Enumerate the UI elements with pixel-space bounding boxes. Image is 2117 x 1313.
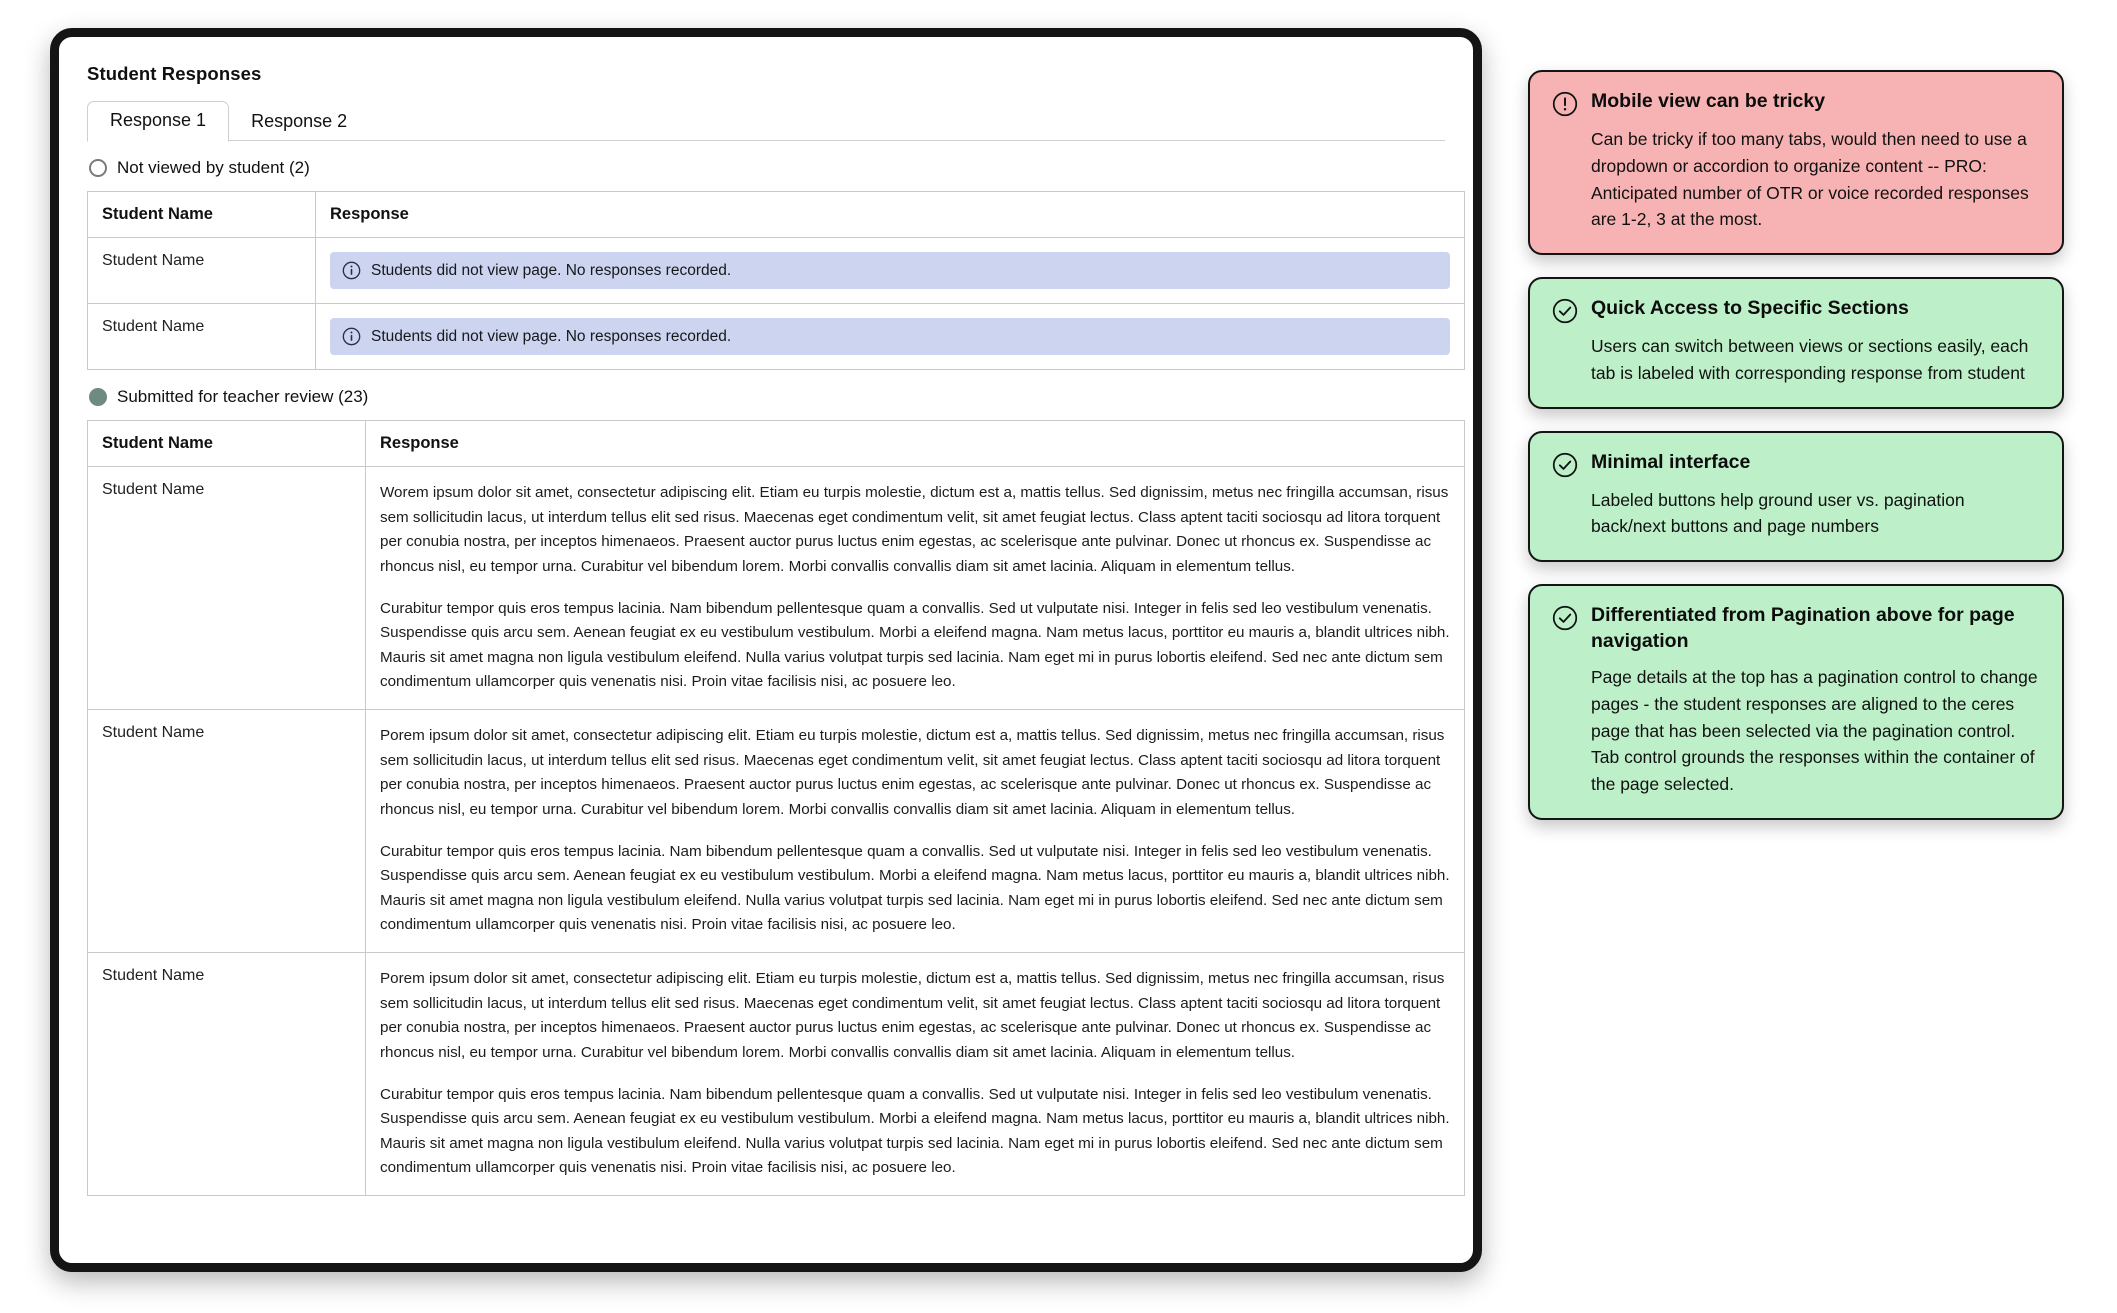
note-body: Users can switch between views or sections easily, each tab is labeled with corresponding response from student: [1591, 336, 2029, 383]
table-row: [88, 467, 1465, 710]
no-response-notice: [330, 318, 1450, 355]
note-title: Differentiated from Pagination above for page navigation: [1591, 604, 2015, 653]
cell-student-name: Student Name: [88, 304, 316, 370]
status-dot-empty-icon: [89, 159, 107, 177]
response-paragraph: Curabitur tempor quis eros tempus lacinia. Nam bibendum pellentesque quam a convallis. Sed ut vulputate nisi. Integer in felis sed leo vestibulum venenatis. Suspendisse quis arcu sem. Aenean feugiat ex eu vestibulum vestibulum. Morbi a eleifend magna. Nam metus lacus, porttitor eu mauris a, blandit ultrices nibh. Mauris sit amet magna non ligula vestibulum eleifend. Nulla varius volutpat turpis sed lacinia. Nam eget mi in purus lobortis eleifend. Sed nec ante dictum sem condimentum ullamcorper quis venenatis nisi. Proin vitae facilisis nisi, ac posuere leo.: [380, 599, 1450, 691]
table-row: [88, 304, 1465, 370]
check-circle-icon: [1552, 298, 1578, 324]
info-icon: [342, 327, 361, 346]
cell-response: [366, 467, 1465, 710]
note-header: [1552, 296, 2040, 324]
status-submitted: [89, 387, 1447, 407]
note-title: Minimal interface: [1591, 450, 1751, 473]
info-icon: [342, 261, 361, 280]
note-header: [1552, 450, 2040, 478]
cell-student-name: Student Name: [88, 710, 366, 953]
status-submitted-label: Submitted for teacher review (23): [117, 387, 369, 406]
not-viewed-table: [87, 191, 1465, 370]
column-header-student-name: Student Name: [88, 192, 316, 238]
note-card-pagination-differentiation: [1528, 584, 2064, 820]
table-row: [88, 953, 1465, 1196]
response-paragraph: Porem ipsum dolor sit amet, consectetur adipiscing elit. Etiam eu turpis molestie, dictum est a, mattis tellus. Sed dignissim, metus nec fringilla accumsan, risus sem sollicitudin lacus, ut interdum tellus elit sed risus. Maecenas eget condimentum velit, sit amet feugiat lectus. Class aptent taciti sociosqu ad litora torquent per conubia nostra, per inceptos himenaeos. Praesent auctor purus luctus enim egestas, ac scelerisque ante pulvinar. Donec ut rhoncus ex. Suspendisse ac rhoncus nisl, eu tempor urna. Curabitur vel bibendum lorem. Morbi convallis convallis diam sit amet lacinia. Aliquam in elementum tellus.: [380, 970, 1445, 1061]
submitted-table: [87, 420, 1465, 1196]
note-body: Page details at the top has a pagination control to change pages - the student responses are aligned to the ceres page that has been selected via the pagination control. Tab control grounds the responses within the container of the page selected.: [1591, 666, 2038, 795]
response-paragraph: Curabitur tempor quis eros tempus lacinia. Nam bibendum pellentesque quam a convallis. Sed ut vulputate nisi. Integer in felis sed leo vestibulum venenatis. Suspendisse quis arcu sem. Aenean feugiat ex eu vestibulum vestibulum. Morbi a eleifend magna. Nam metus lacus, porttitor eu mauris a, blandit ultrices nibh. Mauris sit amet magna non ligula vestibulum eleifend. Nulla varius volutpat turpis sed lacinia. Nam eget mi in purus lobortis eleifend. Sed nec ante dictum sem condimentum ullamcorper quis venenatis nisi. Proin vitae facilisis nisi, ac posuere leo.: [380, 842, 1450, 934]
page-title: Student Responses: [87, 63, 262, 84]
note-body: Can be tricky if too many tabs, would then need to use a dropdown or accordion to organize content -- PRO: Anticipated number of OTR or voice recorded responses are 1-2, 3 at the most.: [1591, 129, 2029, 230]
cell-response: [316, 304, 1465, 370]
table-row: [88, 710, 1465, 953]
check-circle-icon: [1552, 605, 1578, 631]
response-paragraph: Porem ipsum dolor sit amet, consectetur adipiscing elit. Etiam eu turpis molestie, dictum est a, mattis tellus. Sed dignissim, metus nec fringilla accumsan, risus sem sollicitudin lacus, ut interdum tellus elit sed risus. Maecenas eget condimentum velit, sit amet feugiat lectus. Class aptent taciti sociosqu ad litora torquent per conubia nostra, per inceptos himenaeos. Praesent auctor purus luctus enim egestas, ac scelerisque ante pulvinar. Donec ut rhoncus ex. Suspendisse ac rhoncus nisl, eu tempor urna. Curabitur vel bibendum lorem. Morbi convallis convallis diam sit amet lacinia. Aliquam in elementum tellus.: [380, 727, 1445, 818]
status-not-viewed-label: Not viewed by student (2): [117, 158, 310, 177]
note-card-minimal-interface: [1528, 431, 2064, 563]
cell-student-name: Student Name: [88, 953, 366, 1196]
status-not-viewed: [89, 158, 1447, 178]
note-header: [1552, 89, 2040, 117]
cell-response: [366, 953, 1465, 1196]
note-card-quick-access: [1528, 277, 2064, 409]
cell-response: [366, 710, 1465, 953]
status-dot-filled-icon: [89, 388, 107, 406]
cell-response: [316, 238, 1465, 304]
tab-response-2[interactable]: Response 2: [229, 103, 369, 142]
student-responses-panel: [50, 28, 1482, 1272]
cell-student-name: Student Name: [88, 467, 366, 710]
table-row: [88, 238, 1465, 304]
note-body: Labeled buttons help ground user vs. pagination back/next buttons and page numbers: [1591, 489, 1965, 537]
response-paragraph: Worem ipsum dolor sit amet, consectetur adipiscing elit. Etiam eu turpis molestie, dictum est a, mattis tellus. Sed dignissim, metus nec fringilla accumsan, risus sem sollicitudin lacus, ut interdum tellus elit sed risus. Maecenas eget condimentum velit, sit amet feugiat lectus. Class aptent taciti sociosqu ad litora torquent per conubia nostra, per inceptos himenaeos. Praesent auctor purus luctus enim egestas, ac scelerisque ante pulvinar. Donec ut rhoncus ex. Suspendisse ac rhoncus nisl, eu tempor urna. Curabitur vel bibendum lorem. Morbi convallis convallis diam sit amet lacinia. Aliquam in elementum tellus.: [380, 484, 1449, 575]
response-paragraph: Curabitur tempor quis eros tempus lacinia. Nam bibendum pellentesque quam a convallis. Sed ut vulputate nisi. Integer in felis sed leo vestibulum venenatis. Suspendisse quis arcu sem. Aenean feugiat ex eu vestibulum vestibulum. Morbi a eleifend magna. Nam metus lacus, porttitor eu mauris a, blandit ultrices nibh. Mauris sit amet magna non ligula vestibulum eleifend. Nulla varius volutpat turpis sed lacinia. Nam eget mi in purus lobortis eleifend. Sed nec ante dictum sem condimentum ullamcorper quis venenatis nisi. Proin vitae facilisis nisi, ac posuere leo.: [380, 1085, 1450, 1177]
column-header-response: Response: [366, 421, 1465, 467]
response-tabs: [87, 99, 1445, 141]
note-card-warning: [1528, 70, 2064, 255]
cell-student-name: Student Name: [88, 238, 316, 304]
table-header-row: [88, 192, 1465, 238]
no-response-text: Students did not view page. No responses recorded.: [371, 327, 732, 345]
note-title: Mobile view can be tricky: [1591, 90, 1826, 112]
column-header-student-name: Student Name: [88, 421, 366, 467]
check-circle-icon: [1552, 452, 1578, 478]
tab-response-1[interactable]: Response 1: [87, 101, 229, 142]
no-response-notice: [330, 252, 1450, 289]
note-header: [1552, 603, 2040, 655]
table-header-row: [88, 421, 1465, 467]
no-response-text: Students did not view page. No responses recorded.: [371, 261, 732, 279]
annotation-notes: [1528, 70, 2064, 820]
column-header-response: Response: [316, 192, 1465, 238]
exclamation-circle-icon: [1552, 91, 1578, 117]
note-title: Quick Access to Specific Sections: [1591, 297, 1909, 320]
panel-content: [59, 37, 1473, 1263]
